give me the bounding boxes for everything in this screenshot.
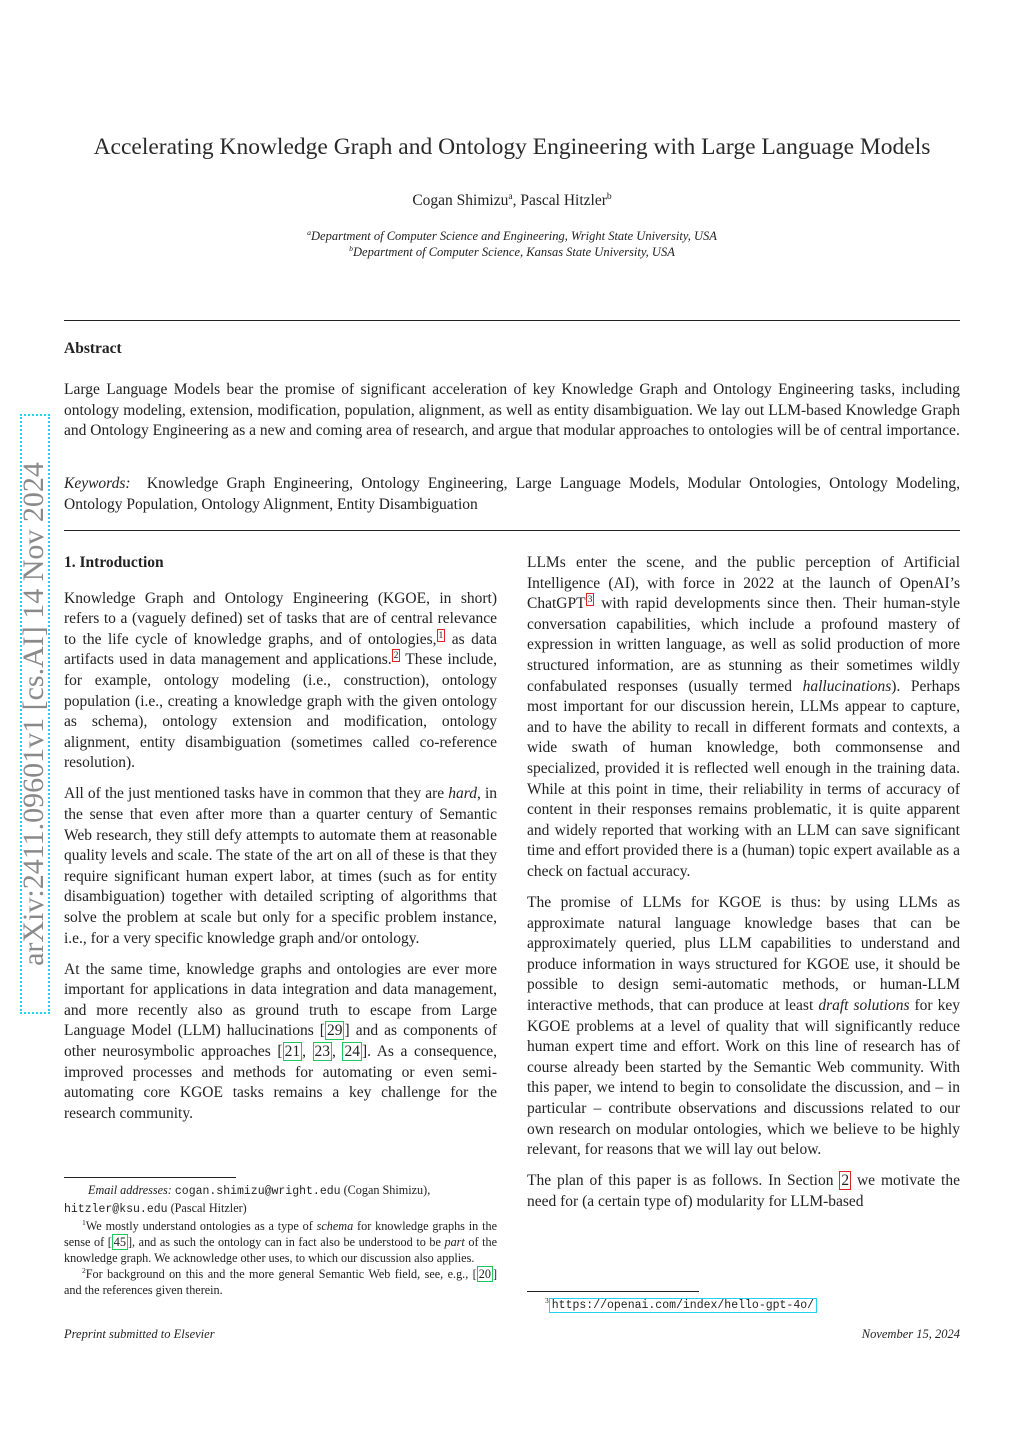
text-run: , in the sense that even after more than a quarter century of Semantic Web research, they still defy attempts to automate them at reasonable quality levels and scale. The state of the art on all of these is that they require significant human expert labor, at times (such as for entity disambiguation) together with detailed scripting of algorithms that solve the problem at scale but only for a specific problem instance, i.e., for a very specific knowledge graph and/or ontology.	[64, 785, 497, 947]
abstract-text: Large Language Models bear the promise of significant acceleration of key Knowledge Graph and Ontology Engineering tasks, including ontology modeling, extension, modification, population, alignment, as well as entity disambiguation. We lay out LLM-based Knowledge Graph and Ontology Engineering as a new and coming area of research, and argue that modular approaches to ontologies will be of central importance.	[64, 381, 960, 440]
author-name: Pascal Hitzler	[520, 192, 607, 209]
text-run: Knowledge Graph and Ontology Engineering (KGOE, in short) refers to a (vaguely defined) set of tasks that are of central relevance to the life cycle of knowledge graphs, and of ontologies,	[64, 589, 497, 648]
affiliation-text: Department of Computer Science, Kansas State University, USA	[353, 245, 675, 259]
text-run: These include, for example, ontology modeling (i.e., construction), ontology population (i.e., creating a knowledge graph with the given ontology as schema), ontology extension and modification, ontology alignment, entity disambiguation (sometimes called co-reference resolution).	[64, 651, 497, 772]
email-address[interactable]: cogan.shimizu@wright.edu	[174, 1185, 341, 1198]
footnote-link[interactable]: 2	[393, 650, 399, 662]
affiliation	[0, 229, 1024, 244]
text-run: ,	[332, 1043, 343, 1061]
text-run: we motivate the need for (a certain type of) modularity for LLM-based	[527, 1172, 960, 1210]
affiliation-mark: b	[349, 243, 354, 253]
footnote-number: 2	[82, 1265, 86, 1275]
footer-left: Preprint submitted to Elsevier	[64, 1327, 215, 1341]
author-name: Cogan Shimizu	[412, 192, 509, 209]
footnote	[527, 1296, 960, 1314]
footnotes-right	[527, 1296, 960, 1314]
section-heading: 1. Introduction	[64, 554, 164, 571]
author-list	[0, 192, 1024, 210]
text-run: At the same time, knowledge graphs and ontologies are ever more important for applications in data integration and data management, and more recently also as ground truth to escape from Large Language Model (LLM) hallucinations [	[64, 960, 497, 1040]
footnote-number: 1	[82, 1217, 86, 1227]
url-link[interactable]: https://openai.com/index/hello-gpt-4o/	[549, 1298, 817, 1313]
arxiv-stamp[interactable]	[14, 414, 54, 1014]
text-run: The plan of this paper is as follows. In Section	[527, 1172, 840, 1190]
text-run: for knowledge graphs in the sense of [	[64, 1219, 497, 1249]
paragraph	[64, 589, 497, 774]
paragraph	[527, 553, 960, 883]
text-run: The promise of LLMs for KGOE is thus: by using LLMs as approximate natural language knowledge bases that can be approximately queried, plus LLM capabilities to understand and produce information in ways structured for KGOE use, it should be possible to design semi-automatic methods, or human-LLM interactive methods, that can produce at least	[527, 894, 960, 1014]
text-run: ,	[302, 1043, 313, 1061]
keywords-label: Keywords:	[64, 475, 131, 492]
text-run: ] and the references given therein.	[64, 1267, 497, 1297]
text-run: For background on this and the more general Semantic Web field, see, e.g., [	[85, 1267, 477, 1281]
footnote	[64, 1218, 497, 1266]
emphasis: draft solutions	[818, 996, 910, 1014]
abstract-bottom-rule	[64, 530, 960, 531]
citation-link[interactable]: 24	[344, 1043, 360, 1061]
text-run: as data artifacts used in data management and applications.	[64, 630, 497, 669]
affiliation	[0, 245, 1024, 260]
footnote-link[interactable]: 1	[438, 629, 444, 641]
emphasis: part	[444, 1235, 465, 1249]
text-run: ], and as such the ontology can in fact also be understood to be	[127, 1235, 445, 1249]
paragraph	[527, 893, 960, 1161]
citation-link[interactable]: 45	[113, 1235, 126, 1249]
text-run: for key KGOE problems at a level of quality that will significantly reduce human expert time and effort. Work on this line of research has of course already been started by the Semantic Web community. With this paper, we intend to begin to consolidate the discussion, and – in particular – contribute observations and discussions related to our own research on modular ontologies, which we believe to be highly relevant, for reasons that we will lay out below.	[527, 996, 961, 1159]
footer-date: November 15, 2024	[861, 1327, 960, 1341]
text-run: of the knowledge graph. We acknowledge other uses, to which our discussion also applies.	[64, 1235, 498, 1265]
citation-link[interactable]: 23	[314, 1043, 331, 1061]
text-run: (Pascal Hitzler)	[167, 1201, 247, 1215]
citation-link[interactable]: 21	[284, 1043, 301, 1061]
emphasis: schema	[316, 1219, 354, 1233]
affiliation-mark: a	[307, 227, 312, 237]
arxiv-identifier: arXiv:2411.09601v1 [cs.AI] 14 Nov 2024	[17, 462, 50, 966]
emphasis: hallucinations	[802, 677, 892, 695]
text-run: We mostly understand ontologies as a type of	[85, 1219, 317, 1233]
paragraph	[527, 1171, 960, 1212]
author-separator: ,	[512, 192, 521, 209]
left-column	[64, 553, 497, 1135]
abstract-heading: Abstract	[64, 340, 122, 357]
footnote-number: 3	[545, 1295, 549, 1305]
author-affil-mark: a	[508, 190, 513, 202]
emphasis: hard	[448, 785, 477, 803]
text-run: All of the just mentioned tasks have in common that they are	[64, 785, 449, 803]
author-affil-mark: b	[606, 190, 612, 202]
paragraph	[64, 784, 497, 949]
paper-title: Accelerating Knowledge Graph and Ontology Engineering with Large Language Models	[93, 134, 931, 160]
footnote	[64, 1266, 497, 1298]
email-address[interactable]: hitzler@ksu.edu	[64, 1203, 168, 1216]
email-label: Email addresses:	[88, 1183, 172, 1197]
footnote-link[interactable]: 3	[587, 594, 593, 606]
text-run: with rapid developments since then. Their human-style conversation capabilities, which include a profound mastery of expression in written language, as well as solid production of more structured information, are as stunning as their sometimes wildly confabulated responses (usually termed	[527, 595, 960, 695]
text-run: ). Perhaps most important for our discussion herein, LLMs appear to capture, and to have the ability to recall in different formats and contexts, a wide swath of human knowledge, both commonsense and specialized, provided it is reflected well enough in the training data. While at this point in time, their reliability in terms of accuracy of content in their responses remains problematic, it is quite apparent and widely reported that working with an LLM can save significant time and effort provided there is a (human) topic expert available as a check on factual accuracy.	[527, 677, 960, 880]
citation-link[interactable]: 29	[326, 1022, 343, 1040]
keywords-list: Knowledge Graph Engineering, Ontology Engineering, Large Language Models, Modular Ontologies, Ontology Modeling, Ontology Population, Ontology Alignment, Entity Disambiguation	[64, 475, 961, 513]
citation-link[interactable]: 20	[478, 1267, 491, 1281]
footnote-rule	[64, 1177, 236, 1178]
abstract-top-rule	[64, 320, 960, 321]
footnote-rule	[527, 1291, 699, 1292]
text-run: (Cogan Shimizu),	[340, 1183, 431, 1197]
email-footnote	[64, 1182, 497, 1218]
keywords	[64, 474, 960, 515]
paragraph	[64, 960, 497, 1125]
affiliation-text: Department of Computer Science and Engineering, Wright State University, USA	[311, 229, 717, 243]
text-run: ]. As a consequence, improved processes and methods for automating or even semi-automating core KGOE tasks remains a key challenge for the research community.	[64, 1043, 498, 1122]
section-link[interactable]: 2	[841, 1172, 850, 1190]
right-column	[527, 553, 960, 1223]
text-run: ] and as components of other neurosymbolic approaches [	[64, 1022, 497, 1061]
text-run: LLMs enter the scene, and the public perception of Artificial Intelligence (AI), with force in 2022 at the launch of OpenAI’s ChatGPT	[527, 554, 960, 613]
footnotes-left	[64, 1182, 497, 1298]
